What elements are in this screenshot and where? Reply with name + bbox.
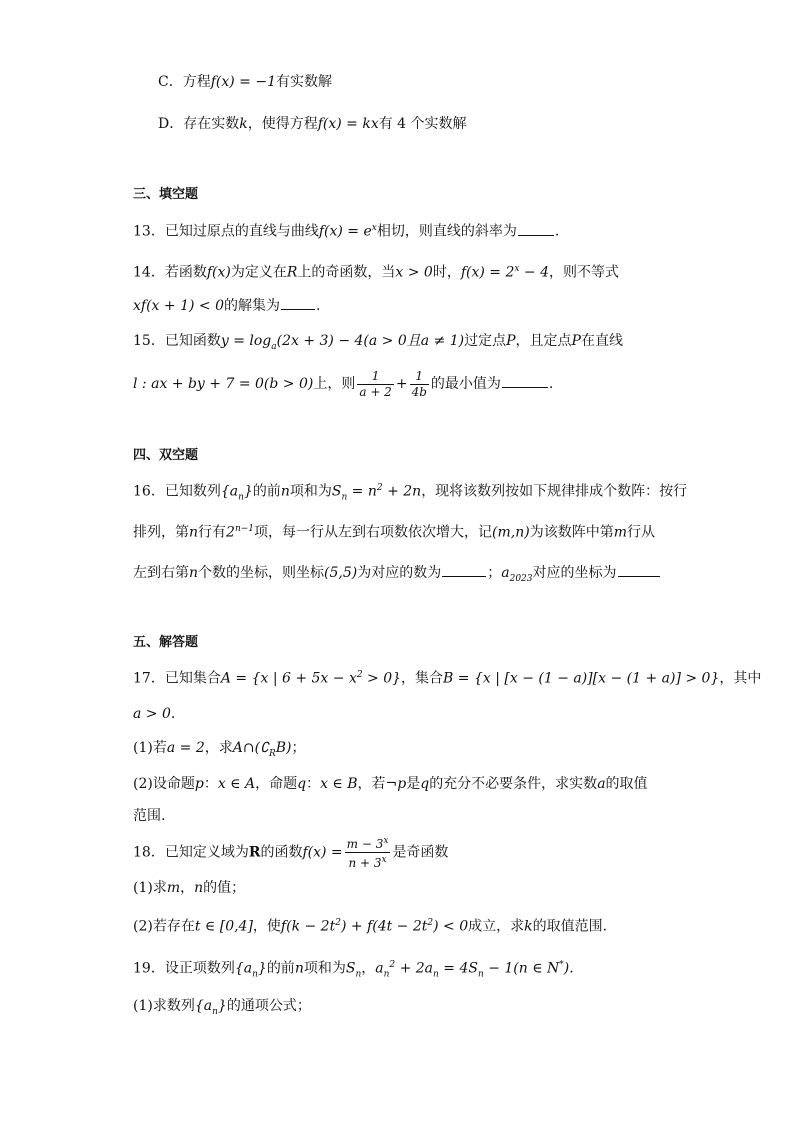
section-double-blank: 四、双空题	[133, 448, 199, 463]
question-18-part-2: (2)若存在t ∈ [0,4]，使$f(k - 2t^2) + f(4t - 2t^2) < 0$成立，求k的取值范围.	[133, 918, 608, 935]
question-14-line-1: 14．若函数f(x)为定义在R上的奇函数，当x > 0时，$f(x) = 2^x - 4$，则不等式	[133, 264, 619, 281]
question-17-part-2-cont: 范围.	[133, 808, 166, 824]
question-18-part-1: (1)求m，n的值；	[133, 880, 246, 896]
fraction-1: $\frac{1}{a + 2}$	[359, 368, 392, 399]
question-19-part-1: (1)求数列$\{a_n\}$的通项公式；	[133, 998, 311, 1017]
question-17-line-2: a > 0.	[133, 706, 176, 722]
question-16-line-1: 16．已知数列$\{a_n\}$的前n项和为$S_n = n^2 + 2n$，现将该数列按如下规律排成个数阵：按行	[133, 483, 688, 503]
fraction-f: $\frac{m - 3^x}{n + 3^x}$	[346, 836, 389, 870]
question-16-line-3: 左到右第n个数的坐标，则坐标(5,5)为对应的数为 ；$a_{2023}$对应的坐标为	[133, 563, 661, 589]
option-d: D．存在实数k，使得方程f(x) = kx有 4 个实数解	[158, 116, 467, 132]
question-19-line-1: 19．设正项数列$\{a_n\}$的前n项和为$S_n$，$a_n^2 + 2a_n = 4S_n - 1(n$ ∈ N*).	[133, 960, 574, 980]
answer-blank	[518, 234, 554, 236]
section-solutions: 五、解答题	[133, 635, 199, 650]
option-c: C．方程f(x) = −1有实数解	[158, 74, 332, 90]
question-18-line-1: 18．已知定义域为R的函数f(x) = $\frac{m - 3^x}{n + 3^x}$ 是奇函数	[133, 836, 449, 870]
answer-blank	[502, 386, 548, 388]
question-16-line-2: 排列，第n行有$2^{n-1}$项，每一行从左到右项数依次增大，记(m,n)为该数阵中第m行从	[133, 524, 655, 541]
question-17-part-2: (2)设命题p：x ∈ A，命题q：x ∈ B，若¬p是q的充分不必要条件，求实数a的取值	[133, 776, 648, 792]
section-fill-in: 三、填空题	[133, 187, 199, 202]
answer-blank	[618, 575, 660, 577]
question-13: 13．已知过原点的直线与曲线$f(x) = e^x$相切，则直线的斜率为 .	[133, 223, 560, 240]
answer-blank	[281, 308, 315, 310]
question-17-part-1: (1)若a = 2，求$A\cap(∁_RB)$；	[133, 740, 306, 759]
question-17-line-1: 17．已知集合A = {x | $6 + 5x - x^2 > 0$}，集合B = {x | [x − (1 − a)][x − (1 + a)] > 0}，其中	[133, 670, 762, 687]
answer-blank	[442, 575, 486, 577]
question-14-line-2: xf(x + 1) < 0的解集为 .	[133, 298, 321, 314]
question-15-line-2: l : ax + by + 7 = 0(b > 0)上，则 $\frac{1}{a + 2}$ + $\frac{1}{4b}$ 的最小值为 .	[133, 368, 554, 399]
fraction-2: $\frac{1}{4b}$	[411, 368, 427, 399]
question-15-line-1: 15．已知函数$y = \log_a(2x + 3) - 4(a > 0$且a ≠ 1)过定点P，且定点P在直线	[133, 333, 623, 352]
